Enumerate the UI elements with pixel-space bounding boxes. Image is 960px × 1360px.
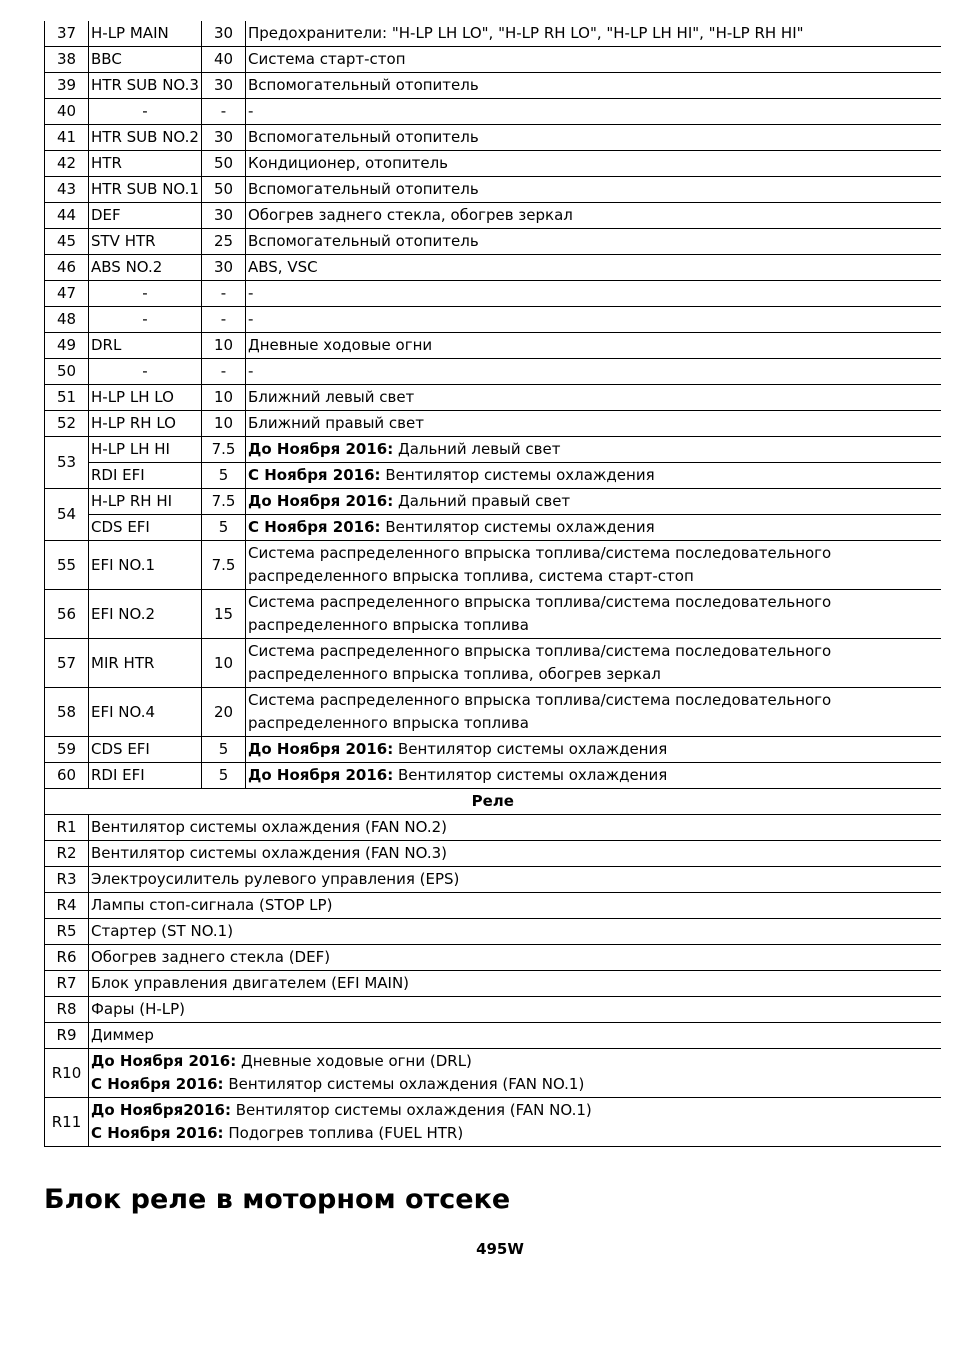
fuse-row [45, 125, 941, 151]
relay-number: R3 [45, 867, 89, 893]
relay-number: R5 [45, 919, 89, 945]
fuse-amperage: 30 [202, 203, 246, 229]
fuse-row [45, 333, 941, 359]
date-qualifier: До Ноября2016: [91, 1101, 231, 1119]
date-qualifier: С Ноября 2016: [248, 466, 381, 484]
relay-number: R7 [45, 971, 89, 997]
fuse-row [45, 47, 941, 73]
relay-description [89, 1049, 941, 1098]
fuse-description: Система старт-стоп [246, 47, 941, 73]
fuse-name: HTR [89, 151, 202, 177]
fuse-row [45, 281, 941, 307]
fuse-description: Кондиционер, отопитель [246, 151, 941, 177]
fuse-number: 40 [45, 99, 89, 125]
fuse-description: Система распределенного впрыска топлива/система последовательного распределенного впрыска топлива, система старт-стоп [246, 541, 941, 590]
fuse-amperage: - [202, 307, 246, 333]
relay-description: Вентилятор системы охлаждения (FAN NO.2) [89, 815, 941, 841]
fuse-row [45, 737, 941, 763]
relay-row [45, 919, 941, 945]
fuse-description: Вспомогательный отопитель [246, 125, 941, 151]
fuse-name: RDI EFI [89, 463, 202, 489]
fuse-description: Ближний правый свет [246, 411, 941, 437]
fuse-description: - [246, 281, 941, 307]
fuse-row [45, 151, 941, 177]
fuse-number: 50 [45, 359, 89, 385]
relay-row [45, 841, 941, 867]
fuse-description: Вспомогательный отопитель [246, 229, 941, 255]
fuse-number: 42 [45, 151, 89, 177]
relay-line-after [91, 1122, 939, 1145]
relay-number: R11 [45, 1098, 89, 1147]
fuse-amperage: 5 [202, 737, 246, 763]
date-qualifier: С Ноября 2016: [91, 1124, 224, 1142]
fuse-amperage: 10 [202, 639, 246, 688]
fuse-name: DEF [89, 203, 202, 229]
fuse-row [45, 359, 941, 385]
fuse-description: Система распределенного впрыска топлива/система последовательного распределенного впрыска топлива [246, 688, 941, 737]
fuse-name: CDS EFI [89, 737, 202, 763]
fuse-amperage: 10 [202, 385, 246, 411]
fuse-description: Система распределенного впрыска топлива/система последовательного распределенного впрыска топлива, обогрев зеркал [246, 639, 941, 688]
fuse-number: 58 [45, 688, 89, 737]
relay-number: R2 [45, 841, 89, 867]
description-text: Вентилятор системы охлаждения [393, 740, 668, 758]
fuse-number: 51 [45, 385, 89, 411]
relay-section-header: Реле [45, 789, 941, 815]
fuse-row [45, 255, 941, 281]
fuse-row [45, 73, 941, 99]
section-title: Блок реле в моторном отсеке [44, 1184, 511, 1215]
fuse-name: MIR HTR [89, 639, 202, 688]
fuse-amperage: 25 [202, 229, 246, 255]
fuse-description: Вспомогательный отопитель [246, 177, 941, 203]
fuse-description: Дневные ходовые огни [246, 333, 941, 359]
relay-row [45, 1098, 941, 1147]
fuse-number: 41 [45, 125, 89, 151]
fuse-number: 57 [45, 639, 89, 688]
relay-description: Блок управления двигателем (EFI MAIN) [89, 971, 941, 997]
date-qualifier: До Ноября 2016: [248, 766, 394, 784]
relay-number: R1 [45, 815, 89, 841]
fuse-description [246, 515, 941, 541]
fuse-name: - [89, 359, 202, 385]
fuse-row [45, 463, 941, 489]
relay-description: Электроусилитель рулевого управления (EPS) [89, 867, 941, 893]
fuse-description: ABS, VSC [246, 255, 941, 281]
date-qualifier: До Ноября 2016: [248, 440, 394, 458]
fuse-description: Вспомогательный отопитель [246, 73, 941, 99]
fuse-amperage: 7.5 [202, 541, 246, 590]
fuse-name: - [89, 281, 202, 307]
relay-description: Лампы стоп-сигнала (STOP LP) [89, 893, 941, 919]
relay-description: Вентилятор системы охлаждения (FAN NO.3) [89, 841, 941, 867]
description-text: Вентилятор системы охлаждения [380, 466, 655, 484]
fuse-amperage: 50 [202, 151, 246, 177]
fuse-row [45, 639, 941, 688]
relay-row [45, 945, 941, 971]
fuse-amperage: 7.5 [202, 437, 246, 463]
fuse-row [45, 541, 941, 590]
fuse-row [45, 437, 941, 463]
relay-description: Стартер (ST NO.1) [89, 919, 941, 945]
description-text: Дальний левый свет [393, 440, 561, 458]
fuse-row [45, 99, 941, 125]
relay-row [45, 1049, 941, 1098]
relay-number: R4 [45, 893, 89, 919]
fuse-row [45, 515, 941, 541]
fuse-amperage: 10 [202, 411, 246, 437]
fuse-description [246, 463, 941, 489]
relay-number: R9 [45, 1023, 89, 1049]
relay-row [45, 1023, 941, 1049]
fuse-number: 39 [45, 73, 89, 99]
image-code: 495W [476, 1240, 524, 1258]
fuse-amperage: 50 [202, 177, 246, 203]
fuse-name: ABS NO.2 [89, 255, 202, 281]
fuse-amperage: 5 [202, 515, 246, 541]
fuse-name: EFI NO.2 [89, 590, 202, 639]
fuse-amperage: 30 [202, 21, 246, 47]
fuse-table [44, 21, 941, 1147]
fuse-number: 45 [45, 229, 89, 255]
relay-description [89, 1098, 941, 1147]
fuse-amperage: 10 [202, 333, 246, 359]
relay-row [45, 815, 941, 841]
relay-line-before [91, 1050, 939, 1073]
date-qualifier: До Ноября 2016: [248, 740, 394, 758]
fuse-amperage: 7.5 [202, 489, 246, 515]
relay-row [45, 997, 941, 1023]
relay-number: R8 [45, 997, 89, 1023]
fuse-row [45, 688, 941, 737]
fuse-number: 48 [45, 307, 89, 333]
fuse-description: - [246, 99, 941, 125]
fuse-name: - [89, 99, 202, 125]
description-text: Вентилятор системы охлаждения (FAN NO.1) [230, 1101, 592, 1119]
fuse-row [45, 177, 941, 203]
fuse-row [45, 385, 941, 411]
fuse-description [246, 489, 941, 515]
relay-row [45, 971, 941, 997]
description-text: Вентилятор системы охлаждения [380, 518, 655, 536]
fuse-number: 46 [45, 255, 89, 281]
fuse-number: 47 [45, 281, 89, 307]
relay-number: R10 [45, 1049, 89, 1098]
relay-line-after [91, 1073, 939, 1096]
fuse-number: 59 [45, 737, 89, 763]
fuse-name: CDS EFI [89, 515, 202, 541]
fuse-name: H-LP LH HI [89, 437, 202, 463]
relay-description: Диммер [89, 1023, 941, 1049]
fuse-description: Система распределенного впрыска топлива/система последовательного распределенного впрыска топлива [246, 590, 941, 639]
fuse-amperage: 30 [202, 125, 246, 151]
description-text: Подогрев топлива (FUEL HTR) [223, 1124, 464, 1142]
fuse-amperage: 20 [202, 688, 246, 737]
fuse-amperage: 5 [202, 463, 246, 489]
fuse-row [45, 21, 941, 47]
description-text: Дальний правый свет [393, 492, 571, 510]
fuse-number: 60 [45, 763, 89, 789]
fuse-name: HTR SUB NO.2 [89, 125, 202, 151]
fuse-name: H-LP RH HI [89, 489, 202, 515]
description-text: Вентилятор системы охлаждения [393, 766, 668, 784]
fuse-description: Ближний левый свет [246, 385, 941, 411]
date-qualifier: С Ноября 2016: [248, 518, 381, 536]
fuse-row [45, 307, 941, 333]
fuse-number: 52 [45, 411, 89, 437]
fuse-number: 49 [45, 333, 89, 359]
fuse-amperage: 30 [202, 73, 246, 99]
fuse-name: - [89, 307, 202, 333]
fuse-number: 44 [45, 203, 89, 229]
fuse-name: RDI EFI [89, 763, 202, 789]
fuse-number: 38 [45, 47, 89, 73]
date-qualifier: До Ноября 2016: [91, 1052, 237, 1070]
fuse-description: - [246, 359, 941, 385]
fuse-number: 56 [45, 590, 89, 639]
date-qualifier: С Ноября 2016: [91, 1075, 224, 1093]
fuse-row [45, 203, 941, 229]
fuse-row [45, 763, 941, 789]
description-text: Дневные ходовые огни (DRL) [236, 1052, 472, 1070]
fuse-description [246, 763, 941, 789]
fuse-amperage: 15 [202, 590, 246, 639]
fuse-name: HTR SUB NO.3 [89, 73, 202, 99]
fuse-amperage: - [202, 99, 246, 125]
relay-description: Фары (H-LP) [89, 997, 941, 1023]
fuse-name: H-LP RH LO [89, 411, 202, 437]
fuse-row [45, 590, 941, 639]
fuse-amperage: 5 [202, 763, 246, 789]
relay-row [45, 893, 941, 919]
fuse-name: H-LP MAIN [89, 21, 202, 47]
relay-line-before [91, 1099, 939, 1122]
fuse-number: 43 [45, 177, 89, 203]
fuse-number: 37 [45, 21, 89, 47]
fuse-name: EFI NO.4 [89, 688, 202, 737]
fuse-name: EFI NO.1 [89, 541, 202, 590]
fuse-row [45, 229, 941, 255]
fuse-amperage: 40 [202, 47, 246, 73]
fuse-number: 55 [45, 541, 89, 590]
fuse-description: - [246, 307, 941, 333]
fuse-description: Обогрев заднего стекла, обогрев зеркал [246, 203, 941, 229]
fuse-name: DRL [89, 333, 202, 359]
fuse-row [45, 489, 941, 515]
fuse-name: HTR SUB NO.1 [89, 177, 202, 203]
fuse-number: 53 [45, 437, 89, 489]
fuse-amperage: 30 [202, 255, 246, 281]
description-text: Вентилятор системы охлаждения (FAN NO.1) [223, 1075, 585, 1093]
relay-row [45, 867, 941, 893]
fuse-row [45, 411, 941, 437]
relay-header-row [45, 789, 941, 815]
fuse-name: H-LP LH LO [89, 385, 202, 411]
fuse-description: Предохранители: "H-LP LH LO", "H-LP RH LO", "H-LP LH HI", "H-LP RH HI" [246, 21, 941, 47]
fuse-name: STV HTR [89, 229, 202, 255]
relay-description: Обогрев заднего стекла (DEF) [89, 945, 941, 971]
fuse-amperage: - [202, 359, 246, 385]
fuse-description [246, 737, 941, 763]
fuse-amperage: - [202, 281, 246, 307]
relay-number: R6 [45, 945, 89, 971]
fuse-number: 54 [45, 489, 89, 541]
date-qualifier: До Ноября 2016: [248, 492, 394, 510]
fuse-description [246, 437, 941, 463]
fuse-name: BBC [89, 47, 202, 73]
